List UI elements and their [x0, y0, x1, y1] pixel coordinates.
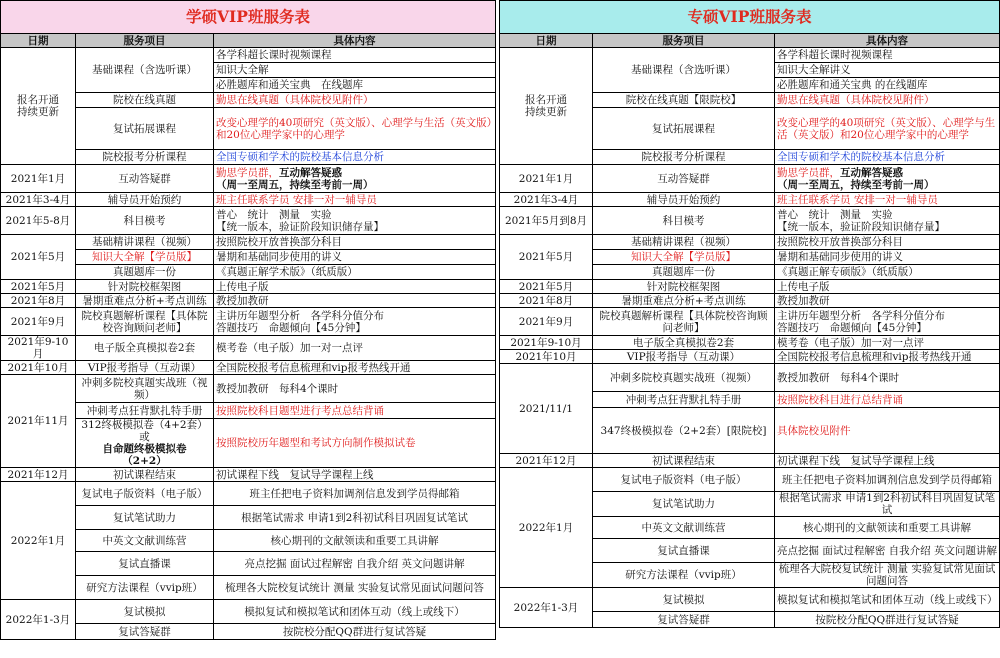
date-cell: 2021年12月	[500, 454, 593, 468]
content-cell: 亮点挖掘 面试过程解密 自我介绍 英文问题讲解	[214, 552, 496, 576]
content-cell: 全国专硕和学术的院校基本信息分析	[214, 150, 496, 165]
content-cell: 根据笔试需求 申请1到2科初试科目巩固复试笔试	[775, 492, 1000, 517]
date-cell: 2021年5月	[500, 235, 593, 280]
content-cell: 上传电子版	[775, 280, 1000, 294]
date-cell: 2021年9-10月	[1, 336, 76, 361]
service-item-cell: 复试答疑群	[76, 624, 214, 640]
item-line: （2+2）	[122, 455, 167, 467]
content-cell: 按照院校开放普换部分科目	[775, 235, 1000, 250]
service-item-cell: 知识大全解【学员版】	[593, 250, 775, 265]
service-item-cell: 院校报考分析课程	[76, 150, 214, 165]
content-line: （周一至周五，持续至考前一周）	[777, 178, 935, 191]
content-cell	[214, 165, 496, 193]
date-cell: 2021年8月	[1, 294, 76, 308]
service-item-cell: 基础课程（含选听课）	[593, 48, 775, 93]
table-row	[500, 165, 1000, 193]
content-cell: 初试课程下线 复试导学课程上线	[214, 468, 496, 482]
service-item-cell: 电子版全真模拟卷2套	[593, 336, 775, 350]
content-cell: 教授加教研 每科4个课时	[775, 364, 1000, 392]
service-item-cell: 暑期重难点分析+考点训练	[76, 294, 214, 308]
title-row	[500, 1, 1000, 34]
table-row	[1, 624, 496, 640]
service-item-cell: 暑期重难点分析+考点训练	[593, 294, 775, 308]
content-cell: 按院校分配QQ群进行复试答疑	[214, 624, 496, 640]
content-fragment: 互动解答疑惑	[840, 166, 903, 179]
table-row	[1, 250, 496, 265]
table-row	[1, 576, 496, 600]
table-row	[1, 265, 496, 280]
content-cell: 模考卷（电子版）加一对一点评	[214, 336, 496, 361]
date-cell: 2021年3-4月	[500, 193, 593, 207]
content-cell: 教授加教研	[214, 294, 496, 308]
academic-vip-table	[0, 0, 496, 640]
date-cell: 2021年12月	[1, 468, 76, 482]
table-row	[1, 193, 496, 207]
table-row	[500, 588, 1000, 612]
date-cell: 报名开通 持续更新	[1, 48, 76, 165]
table-row	[1, 375, 496, 403]
service-item-cell: 初试课程结束	[593, 454, 775, 468]
service-item-cell: VIP报考指导（互动课）	[76, 361, 214, 375]
content-cell: 具体院校见附件	[775, 408, 1000, 454]
content-cell: 班主任把电子资料加调剂信息发到学员得邮箱	[214, 482, 496, 506]
content-fragment: 勤思学员群，	[777, 166, 840, 179]
service-item-cell: 复试模拟	[76, 600, 214, 624]
professional-vip-panel	[499, 0, 1000, 628]
service-item-cell: 复试笔试助力	[76, 506, 214, 530]
header-service-item: 服务项目	[593, 34, 775, 48]
content-cell: 必胜题库和通关宝典 在线题库	[214, 78, 496, 93]
table-row	[1, 280, 496, 294]
table-row	[500, 364, 1000, 392]
table-row	[1, 530, 496, 552]
table-title: 专硕VIP班服务表	[500, 1, 1000, 34]
academic-vip-panel	[0, 0, 496, 640]
content-fragment: 勤思学员群，	[216, 166, 279, 179]
content-cell: 必胜题库和通关宝典 的在线题库	[775, 78, 1000, 93]
service-item-cell: 真题题库一份	[593, 265, 775, 280]
content-cell: 班主任联系学员 安排一对一辅导员	[775, 193, 1000, 207]
date-cell: 2021年9月	[500, 308, 593, 336]
service-item-cell: 真题题库一份	[76, 265, 214, 280]
content-cell: 模拟复试和模拟笔试和团体互动（线上或线下）	[775, 588, 1000, 612]
service-item-cell: 基础精讲课程（视频）	[76, 235, 214, 250]
table-row	[1, 336, 496, 361]
table-row	[1, 506, 496, 530]
service-item-cell	[76, 419, 214, 468]
table-row	[500, 350, 1000, 364]
table-row	[1, 482, 496, 506]
service-item-cell: 知识大全解【学员版】	[76, 250, 214, 265]
content-cell: 改变心理学的40项研究（英文版）、心理学与生活（英文版）和20位心理学家中的心理学	[214, 108, 496, 150]
table-row	[1, 600, 496, 624]
service-item-cell: 辅导员开始预约	[593, 193, 775, 207]
service-item-cell: 院校在线真题	[76, 93, 214, 108]
service-item-cell: 研究方法课程（vvip班）	[593, 563, 775, 588]
content-cell: 上传电子版	[214, 280, 496, 294]
date-cell: 2021年5月到8月	[500, 207, 593, 235]
content-fragment: 互动解答疑惑	[279, 166, 342, 179]
content-line: （周一至周五，持续至考前一周）	[216, 178, 374, 191]
content-cell: 主讲历年题型分析 各学科分值分布 答题技巧 命题倾向【45分钟】	[214, 308, 496, 336]
content-cell: 各学科超长课时视频课程	[775, 48, 1000, 63]
content-cell: 普心 统计 测量 实验 【统一版本，验证阶段知识储存量】	[214, 207, 496, 235]
date-cell: 2021年10月	[1, 361, 76, 375]
service-item-cell: 辅导员开始预约	[76, 193, 214, 207]
service-item-cell: 复试直播课	[593, 539, 775, 563]
table-row	[1, 419, 496, 468]
service-item-cell: VIP报考指导（互动课）	[593, 350, 775, 364]
date-cell: 2021年1月	[500, 165, 593, 193]
service-item-cell: 电子版全真模拟卷2套	[76, 336, 214, 361]
table-row	[500, 454, 1000, 468]
table-row	[500, 280, 1000, 294]
table-row	[500, 193, 1000, 207]
item-line: 312终极模拟卷（4+2套）或	[81, 419, 208, 443]
date-cell: 2021年5月	[500, 280, 593, 294]
table-row	[1, 207, 496, 235]
date-cell: 2021年3-4月	[1, 193, 76, 207]
content-cell: 普心 统计 测量 实验 【统一版本，验证阶段知识储存量】	[775, 207, 1000, 235]
service-item-cell: 冲刺考点狂背默扎特手册	[76, 403, 214, 419]
date-cell: 2021年9月	[1, 308, 76, 336]
table-row	[1, 468, 496, 482]
table-row	[1, 93, 496, 108]
content-cell: 模拟复试和模拟笔试和团体互动（线上或线下）	[214, 600, 496, 624]
service-item-cell: 院校真题解析课程【具体院校咨询顾问老师】	[593, 308, 775, 336]
content-line	[777, 167, 903, 179]
service-item-cell: 院校真题解析课程【具体院校咨询顾问老师】	[76, 308, 214, 336]
table-title: 学硕VIP班服务表	[1, 1, 496, 34]
content-cell: 全国院校报考信息梳理和vip报考热线开通	[214, 361, 496, 375]
service-item-cell: 347终极模拟卷（2+2套）[限院校]	[593, 408, 775, 454]
service-item-cell: 复试拓展课程	[76, 108, 214, 150]
content-cell: 班主任把电子资料加调剂信息发到学员得邮箱	[775, 468, 1000, 492]
date-cell: 2021年10月	[500, 350, 593, 364]
header-content: 具体内容	[214, 34, 496, 48]
table-row	[500, 235, 1000, 250]
service-item-cell: 初试课程结束	[76, 468, 214, 482]
date-cell: 2021年11月	[1, 375, 76, 468]
content-cell: 按照院校科目进行总结背诵	[775, 392, 1000, 408]
content-cell: 主讲历年题型分析 各学科分值分布 答题技巧 命题倾向【45分钟】	[775, 308, 1000, 336]
table-row	[500, 336, 1000, 350]
service-item-cell: 复试笔试助力	[593, 492, 775, 517]
content-cell: 暑期和基础同步使用的讲义	[214, 250, 496, 265]
content-cell: 核心期刊的文献领读和重要工具讲解	[214, 530, 496, 552]
header-date: 日期	[1, 34, 76, 48]
service-item-cell: 复试直播课	[76, 552, 214, 576]
content-cell: 《真题正解学术版》（纸质版）	[214, 265, 496, 280]
date-cell: 2022年1月	[500, 468, 593, 588]
service-item-cell: 基础精讲课程（视频）	[593, 235, 775, 250]
content-cell: 教授加教研	[775, 294, 1000, 308]
content-cell: 模考卷（电子版）加一对一点评	[775, 336, 1000, 350]
header-row	[500, 34, 1000, 48]
date-cell: 2021年9-10月	[500, 336, 593, 350]
service-item-cell: 复试电子版资料（电子版）	[593, 468, 775, 492]
date-cell: 2022年1-3月	[1, 600, 76, 640]
table-row	[1, 165, 496, 193]
service-item-cell: 复试答疑群	[593, 612, 775, 628]
date-cell: 2022年1-3月	[500, 588, 593, 628]
content-cell: 初试课程下线 复试导学课程上线	[775, 454, 1000, 468]
header-content: 具体内容	[775, 34, 1000, 48]
date-cell: 2021年5月	[1, 280, 76, 294]
service-item-cell: 针对院校框架图	[76, 280, 214, 294]
table-row	[500, 308, 1000, 336]
content-cell: 勤思在线真题（具体院校见附件）	[214, 93, 496, 108]
content-cell: 按照院校科目题型进行考点总结背诵	[214, 403, 496, 419]
table-row	[500, 207, 1000, 235]
date-cell: 报名开通 持续更新	[500, 48, 593, 165]
content-cell: 各学科超长课时视频课程	[214, 48, 496, 63]
content-line	[216, 167, 342, 179]
service-item-cell: 科目模考	[593, 207, 775, 235]
table-row	[500, 294, 1000, 308]
content-cell: 全国院校报考信息梳理和vip报考热线开通	[775, 350, 1000, 364]
content-cell: 梳理各大院校复试统计 测量 实验复试常见面试问题问答	[214, 576, 496, 600]
content-cell: 勤思在线真题（具体院校见附件）	[775, 93, 1000, 108]
date-cell: 2021年5月	[1, 235, 76, 280]
content-cell: 按院校分配QQ群进行复试答疑	[775, 612, 1000, 628]
content-cell: 按照院校开放普换部分科目	[214, 235, 496, 250]
service-item-cell: 复试电子版资料（电子版）	[76, 482, 214, 506]
date-cell: 2021/11/1	[500, 364, 593, 454]
item-line: 自命题终极模拟卷	[102, 443, 187, 455]
date-cell: 2021年1月	[1, 165, 76, 193]
service-item-cell: 中英文文献训练营	[76, 530, 214, 552]
content-cell: 班主任联系学员 安排一对一辅导员	[214, 193, 496, 207]
content-cell: 亮点挖掘 面试过程解密 自我介绍 英文问题讲解	[775, 539, 1000, 563]
service-item-cell: 复试拓展课程	[593, 108, 775, 150]
header-service-item: 服务项目	[76, 34, 214, 48]
table-row	[1, 294, 496, 308]
table-row	[500, 48, 1000, 63]
date-cell: 2021年8月	[500, 294, 593, 308]
service-item-cell: 互动答疑群	[593, 165, 775, 193]
content-cell: 核心期刊的文献领读和重要工具讲解	[775, 517, 1000, 539]
service-item-cell: 科目模考	[76, 207, 214, 235]
date-cell: 2021年5-8月	[1, 207, 76, 235]
service-item-cell: 冲刺多院校真题实战班（视频）	[76, 375, 214, 403]
service-item-cell: 中英文文献训练营	[593, 517, 775, 539]
date-cell: 2022年1月	[1, 482, 76, 600]
service-item-cell: 院校报考分析课程	[593, 150, 775, 165]
content-cell: 全国专硕和学术的院校基本信息分析	[775, 150, 1000, 165]
service-item-cell: 冲刺多院校真题实战班（视频）	[593, 364, 775, 392]
content-cell: 《真题正解专硕版》（纸质版）	[775, 265, 1000, 280]
service-item-cell: 针对院校框架图	[593, 280, 775, 294]
content-cell: 根据笔试需求 申请1到2科初试科目巩固复试笔试	[214, 506, 496, 530]
content-cell: 暑期和基础同步使用的讲义	[775, 250, 1000, 265]
table-row	[500, 468, 1000, 492]
service-item-cell: 院校在线真题【限院校】	[593, 93, 775, 108]
service-item-cell: 基础课程（含选听课）	[76, 48, 214, 93]
content-cell: 知识大全解	[214, 63, 496, 78]
table-row	[1, 108, 496, 150]
content-cell: 改变心理学的40项研究（英文版）、心理学与生活（英文版）和20位心理学家中的心理学	[775, 108, 1000, 150]
content-cell: 教授加教研 每科4个课时	[214, 375, 496, 403]
content-cell: 按照院校历年题型和考试方向制作模拟试卷	[214, 419, 496, 468]
content-cell: 知识大全解讲义	[775, 63, 1000, 78]
content-cell	[775, 165, 1000, 193]
header-date: 日期	[500, 34, 593, 48]
table-row	[1, 308, 496, 336]
service-item-cell: 研究方法课程（vvip班）	[76, 576, 214, 600]
header-row	[1, 34, 496, 48]
professional-vip-table	[499, 0, 1000, 628]
service-item-cell: 冲刺考点狂背默扎特手册	[593, 392, 775, 408]
table-row	[1, 235, 496, 250]
table-row	[1, 403, 496, 419]
table-row	[1, 552, 496, 576]
title-row	[1, 1, 496, 34]
service-item-cell: 互动答疑群	[76, 165, 214, 193]
content-cell: 梳理各大院校复试统计 测量 实验复试常见面试问题问答	[775, 563, 1000, 588]
table-row	[1, 48, 496, 63]
table-row	[1, 361, 496, 375]
service-item-cell: 复试模拟	[593, 588, 775, 612]
table-row	[1, 150, 496, 165]
